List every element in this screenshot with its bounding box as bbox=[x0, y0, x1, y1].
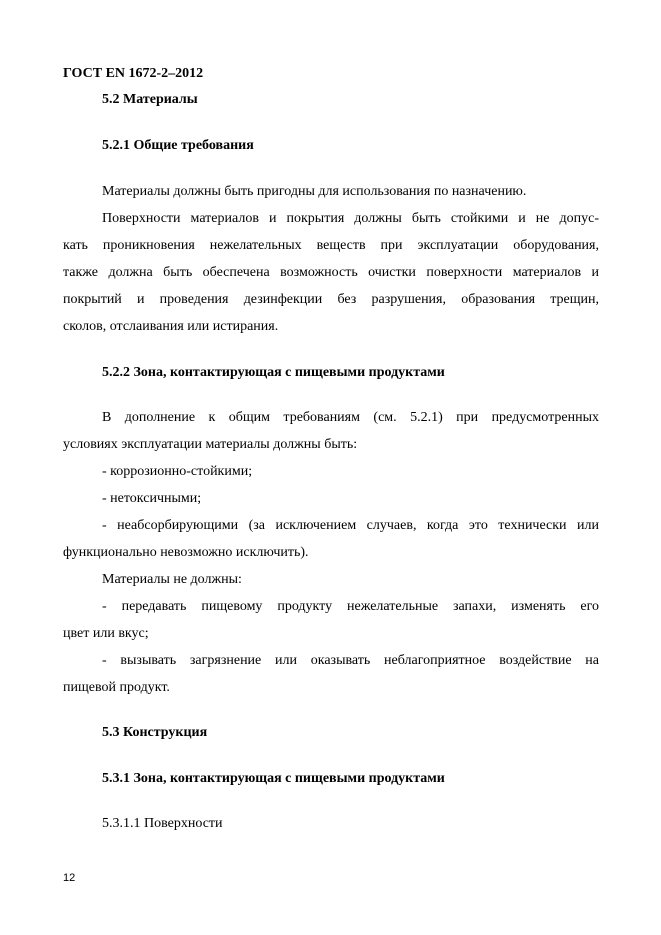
list-item: - передавать пищевому продукту нежелательные запахи, изменять его bbox=[102, 599, 599, 614]
paragraph-line: В дополнение к общим требованиям (см. 5.2.1) при предусмотренных bbox=[102, 410, 599, 425]
list-item: пищевой продукт. bbox=[63, 680, 170, 695]
paragraph-line: кать проникновения нежелательных веществ при эксплуатации оборудования, bbox=[63, 238, 599, 253]
list-item: - вызывать загрязнение или оказывать неблагоприятное воздействие на bbox=[102, 653, 599, 668]
section-5-2-2-heading: 5.2.2 Зона, контактирующая с пищевыми продуктами bbox=[102, 365, 445, 380]
list-item: функционально невозможно исключить). bbox=[63, 545, 309, 560]
paragraph-line: также должна быть обеспечена возможность очистки поверхности материалов и bbox=[63, 265, 599, 280]
section-5-3-heading: 5.3 Конструкция bbox=[102, 725, 208, 740]
list-item: - нетоксичными; bbox=[102, 491, 202, 506]
paragraph-line: Поверхности материалов и покрытия должны быть стойкими и не допус- bbox=[102, 211, 599, 226]
page-number: 12 bbox=[63, 872, 76, 884]
section-5-3-1-heading: 5.3.1 Зона, контактирующая с пищевыми продуктами bbox=[102, 771, 445, 786]
list-item: - неабсорбирующими (за исключением случаев, когда это технически или bbox=[102, 518, 599, 533]
paragraph-line: покрытий и проведения дезинфекции без разрушения, образования трещин, bbox=[63, 292, 599, 307]
paragraph-line: Материалы не должны: bbox=[102, 572, 242, 587]
paragraph-line: сколов, отслаивания или истирания. bbox=[63, 319, 279, 334]
section-5-3-1-1-heading: 5.3.1.1 Поверхности bbox=[102, 816, 223, 831]
document-code: ГОСТ EN 1672-2–2012 bbox=[63, 66, 204, 81]
paragraph-line: условиях эксплуатации материалы должны быть: bbox=[63, 437, 358, 452]
section-5-2-1-heading: 5.2.1 Общие требования bbox=[102, 138, 254, 153]
paragraph-line: Материалы должны быть пригодны для использования по назначению. bbox=[102, 184, 527, 199]
section-5-2-heading: 5.2 Материалы bbox=[102, 92, 198, 107]
list-item: - коррозионно-стойкими; bbox=[102, 464, 253, 479]
list-item: цвет или вкус; bbox=[63, 626, 149, 641]
